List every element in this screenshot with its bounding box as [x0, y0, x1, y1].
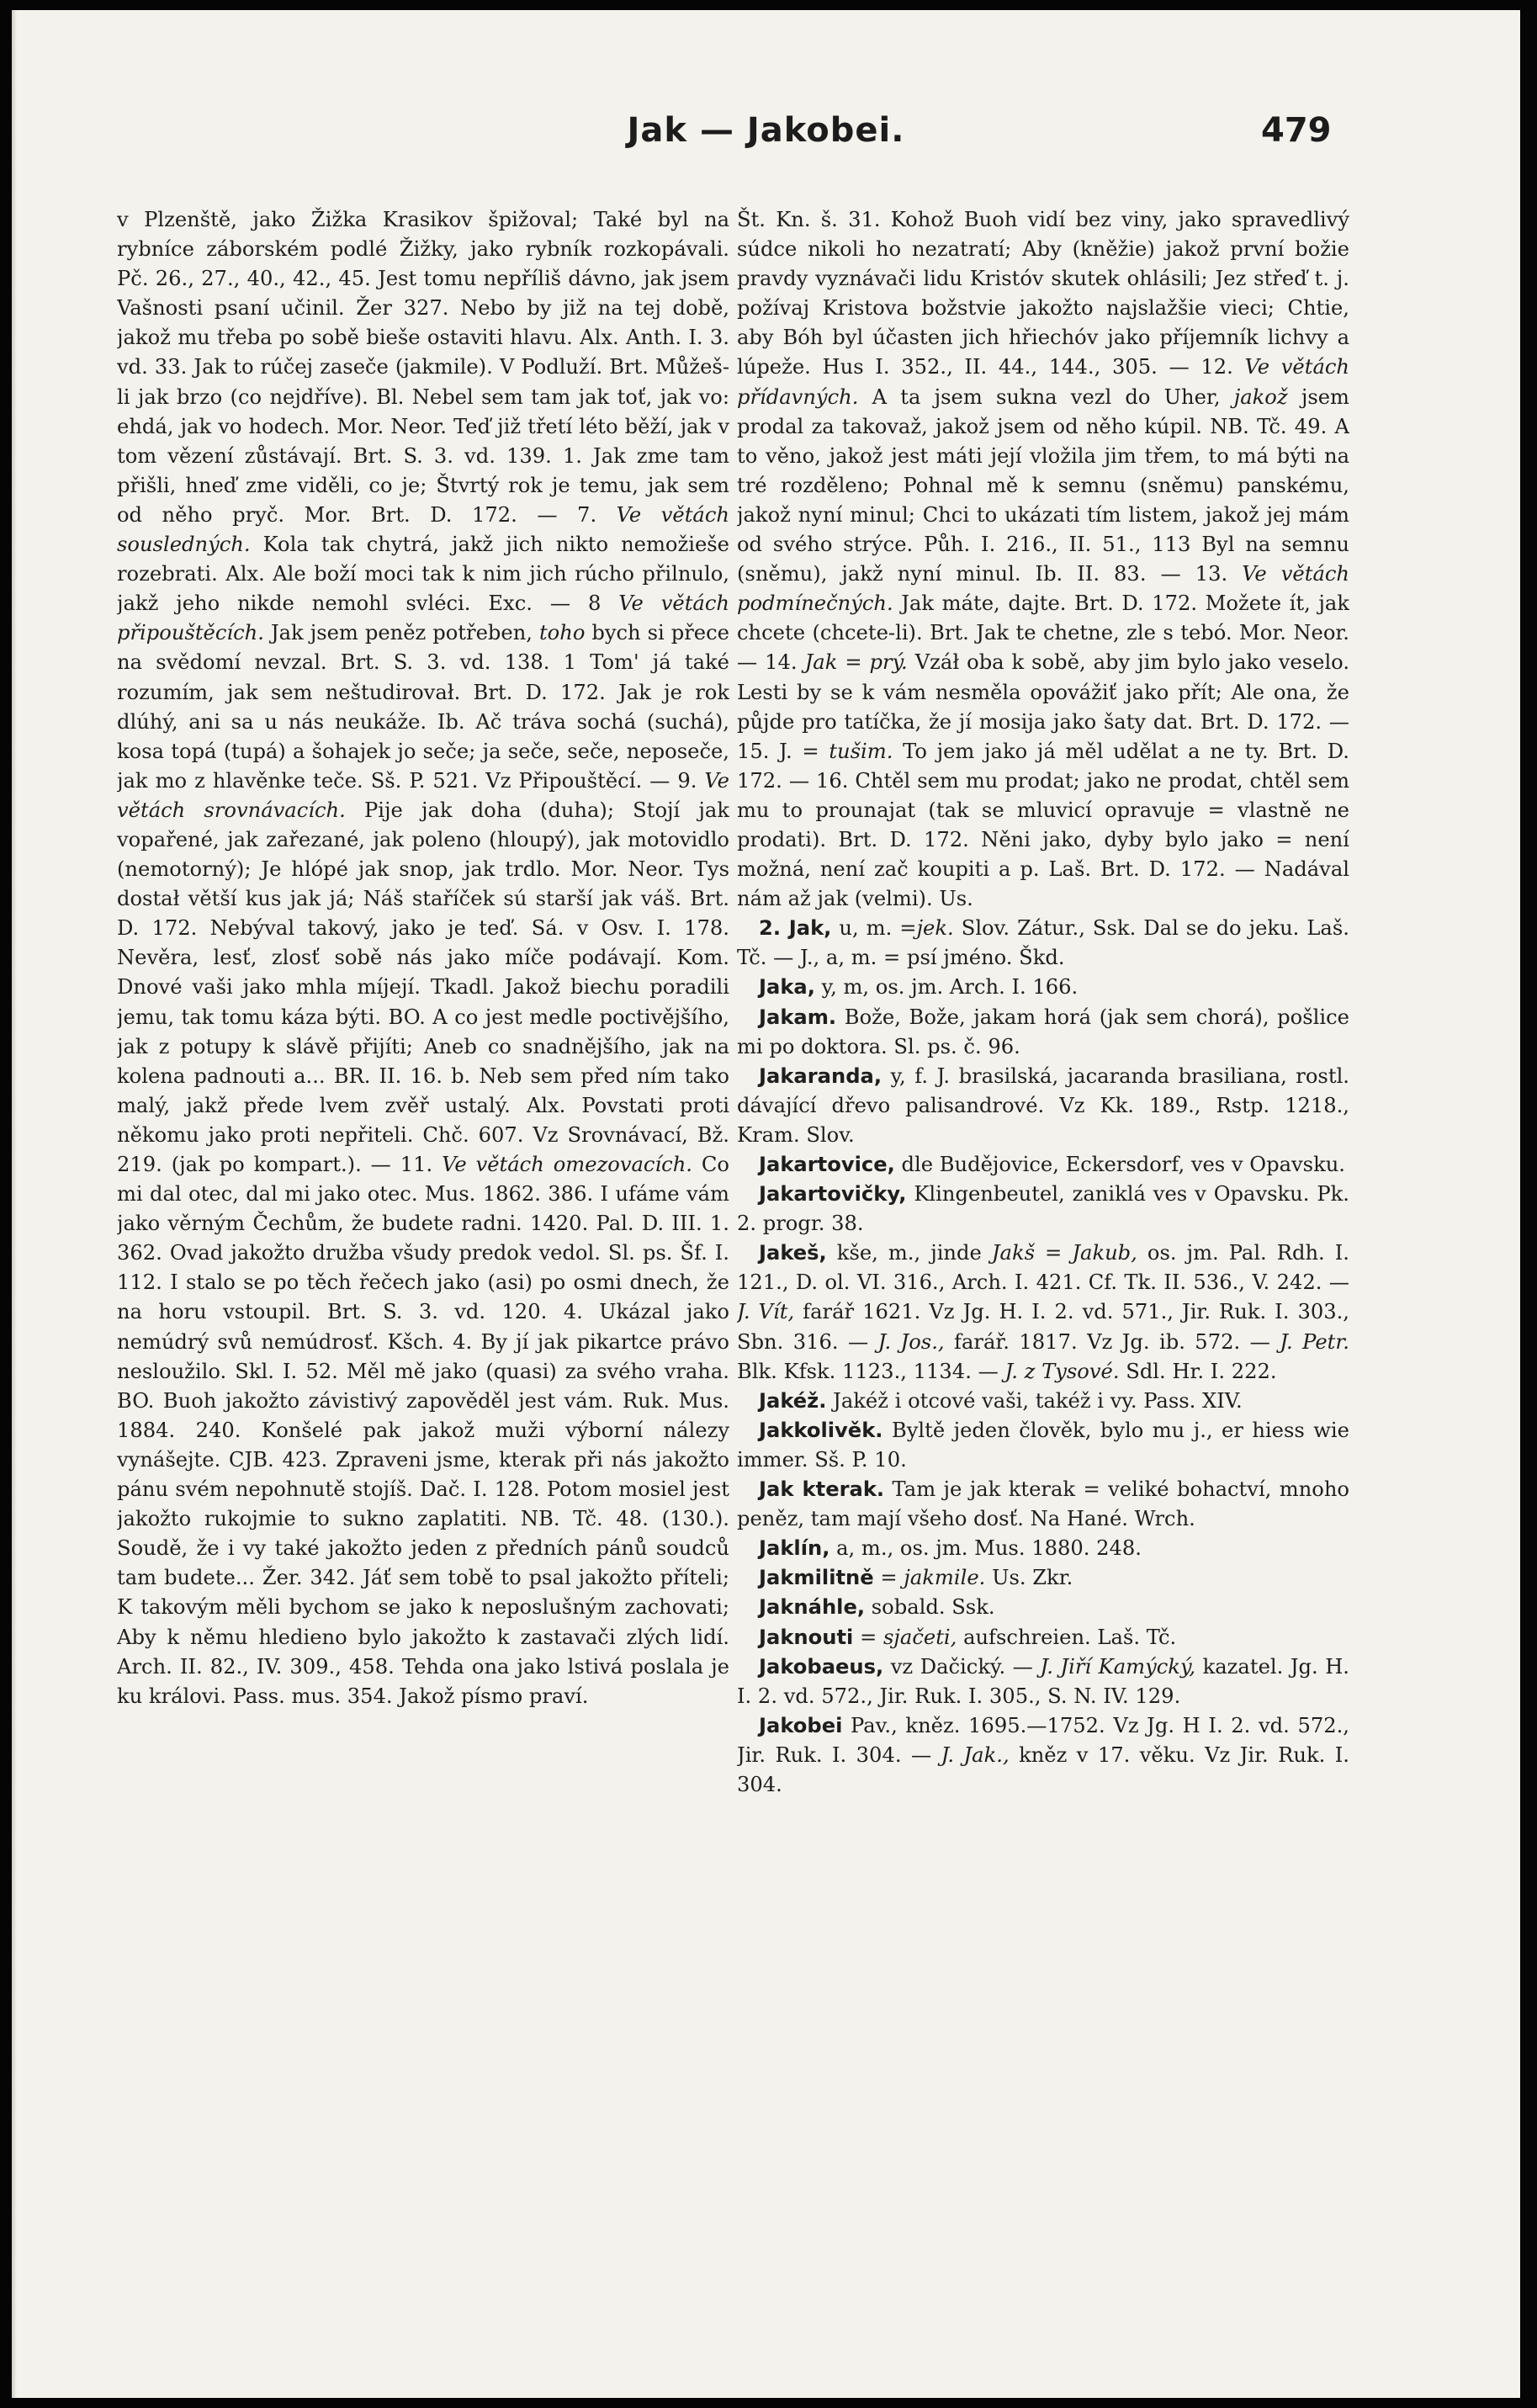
entry-jakartovice: Jakartovice, dle Budějovice, Eckersdorf, ves v Opavsku. — [759, 1153, 1345, 1176]
entry-jakobaeus: Jakobaeus, vz Dačický. — J. Jiří Kamýcký, kazatel. Jg. H. I. 2. vd. 572., Jir. Ruk. I. 305., S. N. IV. 129. — [737, 1654, 1349, 1708]
entry-jak-kterak: Jak kterak. Tam je jak kterak = veliké bohactví, mnoho peněz, tam mají všeho dosť. Na Hané. Wrch. — [737, 1477, 1349, 1531]
entry-jaklin: Jaklín, a, m., os. jm. Mus. 1880. 248. — [759, 1536, 1142, 1561]
left-column — [117, 205, 729, 2376]
entry-jak-2: 2. Jak, u, m. =jek. Slov. Zátur., Ssk. Dal se do jeku. Laš. Tč. — J., a, m. = psí jméno. Škd. — [737, 916, 1349, 970]
entry-jakkolivek: Jakkolivěk. Byltě jeden člověk, bylo mu j., er hiess wie immer. Sš. P. 10. — [737, 1418, 1349, 1472]
right-column — [737, 205, 1349, 2376]
entry-jakartovicky: Jakartovičky, Klingenbeutel, zaniklá ves v Opavsku. Pk. 2. progr. 38. — [737, 1182, 1349, 1236]
page-number: 479 — [1261, 111, 1332, 150]
entry-jakam: Jakam. Bože, Bože, jakam horá (jak sem chorá), pošlice mi po doktora. Sl. ps. č. 96. — [737, 1005, 1349, 1058]
entry-jakobei: Jakobei Pav., kněz. 1695.—1752. Vz Jg. H I. 2. vd. 572., Jir. Ruk. I. 304. — J. Jak., kněz v 17. věku. Vz Jir. Ruk. I. 304. — [737, 1713, 1349, 1796]
running-header: Jak — Jakobei. — [627, 111, 905, 150]
entry-continuation: Št. Kn. š. 31. Kohož Buoh vidí bez viny, jako spravedlivý súdce nikoli ho nezatratí; Aby (kněžie) jakož první božie pravdy vyznávači lidu Kristóv skutek ohlásili; Jez střeď t. j. požívaj Kristova božstvie jakožto najslažšie vieci; Chtie, aby Bóh byl účasten jich hřiechóv jako příjemník lichvy a lúpeže. Hus I. 352., II. 44., 144., 305. — 12. Ve větách přídavných. A ta jsem sukna vezl do Uher, jakož jsem prodal za takovaž, jakož jsem od něho kúpil. NB. Tč. 49. A to věno, jakož jest máti její vložila jim třem, to má býti na tré rozděleno; Pohnal mě k semnu (sněmu) panskému, jakož nyní minul; Chci to ukázati tím listem, jakož jej mám od svého strýce. Půh. I. 216., II. 51., 113 Byl na semnu (sněmu), jakž nyní minul. Ib. II. 83. — 13. Ve větách podmínečných. Jak máte, dajte. Brt. D. 172. Možete ít, jak chcete (chcete-li). Brt. Jak te chetne, zle s tebó. Mor. Neor. — 14. Jak = prý. Vzáł oba k sobě, aby jim bylo jako veselo. Lesti by se k vám nesměla opovážiť jako přít; Ale ona, že půjde pro tatíčka, že jí mosija jako šaty dat. Brt. D. 172. — 15. J. = tušim. To jem jako já měl udělat a ne ty. Brt. D. 172. — 16. Chtěl sem mu prodat; jako ne prodat, chtěl sem mu to prounajat (tak se mluvicí opravuje = vlastně ne prodati). Brt. D. 172. Něni jako, dyby bylo jako = není možná, není zač koupiti a p. Laš. Brt. D. 172. — Nadával nám až jak (velmi). Us. — [737, 208, 1349, 911]
entry-jakmilitne: Jakmilitně = jakmile. Us. Zkr. — [759, 1566, 1073, 1590]
entry-continuation: v Plzenště, jako Žižka Krasikov špižoval; Také byl na rybníce záborském podlé Žižky, jako rybník rozkopávali. Pč. 26., 27., 40., 42., 45. Jest tomu nepříliš dávno, jak jsem Vašnosti psaní učinil. Žer 327. Nebo by již na tej době, jakož mu třeba po sobě bieše ostaviti hlavu. Alx. Anth. I. 3. vd. 33. Jak to rúčej zaseče (jakmile). V Podluží. Brt. Můžeš-li jak brzo (co nejdříve). Bl. Nebel sem tam jak toť, jak vo: ehdá, jak vo hodech. Mor. Neor. Teď již třetí léto běží, jak v tom vězení zůstávají. Brt. S. 3. vd. 139. 1. Jak zme tam přišli, hneď zme viděli, co je; Štvrtý rok je temu, jak sem od něho pryč. Mor. Brt. D. 172. — 7. Ve větách sousledných. Kola tak chytrá, jakž jich nikto nemožieše rozebrati. Alx. Ale boží moci tak k nim jich rúcho přilnulo, jakž jeho nikde nemohl svléci. Exc. — 8 Ve větách připouštěcích. Jak jsem peněz potřeben, toho bych si přece na svědomí nevzal. Brt. S. 3. vd. 138. 1 Tom' já také rozumím, jak sem neštudirovał. Brt. D. 172. Jak je rok dlúhý, ani sa u nás neukáže. Ib. Ač tráva sochá (suchá), kosa topá (tupá) a šohajek jo seče; ja seče, seče, neposeče, jak mo z hlavěnke teče. Sš. P. 521. Vz Připouštěcí. — 9. Ve větách srovnávacích. Pije jak doha (duha); Stojí jak vopařené, jak zařezané, jak poleno (hloupý), jak motovidlo (nemotorný); Je hlópé jak snop, jak trdlo. Mor. Neor. Tys dostał větší kus jak já; Náš staříček sú starší jak váš. Brt. D. 172. Nebýval takový, jako je teď. Sá. v Osv. I. 178. Nevěra, lesť, zlosť sobě nás jako míče podávají. Kom. Dnové vaši jako mhla míjejí. Tkadl. Jakož biechu poradili jemu, tak tomu káza býti. BO. A co jest medle poctivějšího, jak z potupy k slávě přijíti; Aneb co snadnějšího, jak na kolena padnouti a... BR. II. 16. b. Neb sem před ním tako malý, jakž přede lvem zvěř ustalý. Alx. Povstati proti někomu jako proti nepřiteli. Chč. 607. Vz Srovnávací, Bž. 219. (jak po kompart.). — 11. Ve větách omezovacích. Co mi dal otec, dal mi jako otec. Mus. 1862. 386. I ufáme vám jako věrným Čechům, že budete radni. 1420. Pal. D. III. 1. 362. Ovad jakožto družba všudy predok vedol. Sl. ps. Šf. I. 112. I stalo se po těch řečech jako (asi) po osmi dnech, že na horu vstoupil. Brt. S. 3. vd. 120. 4. Ukázal jako nemúdrý svů nemúdrosť. Kšch. 4. By jí jak pikartce právo nesloužilo. Skl. I. 52. Měl mě jako (quasi) za svého vraha. BO. Buoh jakožto závistivý zapověděl jest vám. Ruk. Mus. 1884. 240. Konšelé pak jakož muži výborní nálezy vynášejte. CJB. 423. Zpraveni jsme, kterak při nás jakožto pánu svém nepohnutě stojíš. Dač. I. 128. Potom mosiel jest jakožto rukojmie to sukno zaplatiti. NB. Tč. 48. (130.). Soudě, že i vy také jakožto jeden z předních pánů soudců tam budete... Žer. 342. Jáť sem tobě to psal jakožto příteli; K takovým měli bychom se jako k neposlušným zachovati; Aby k němu hledieno bylo jakožto k zastavači zlých lidí. Arch. II. 82., IV. 309., 458. Tehda ona jako lstivá poslala je ku královi. Pass. mus. 354. Jakož písmo praví. — [117, 208, 729, 1708]
entry-jaka: Jaka, y, m, os. jm. Arch. I. 166. — [759, 975, 1079, 1000]
entry-jakaranda: Jakaranda, y, f. J. brasilská, jacaranda brasiliana, rostl. dávající dřevo palisandrové. Vz Kk. 189., Rstp. 1218., Kram. Slov. — [737, 1063, 1349, 1147]
entry-jaknahle: Jaknáhle, sobald. Ssk. — [759, 1595, 995, 1620]
scan-edge — [12, 10, 17, 2398]
entry-jakez: Jakéž. Jakéž i otcové vaši, takéž i vy. Pass. XIV. — [759, 1388, 1243, 1413]
entry-jakes: Jakeš, kše, m., jinde Jakš = Jakub, os. jm. Pal. Rdh. I. 121., D. ol. VI. 316., Arch. I. 421. Cf. Tk. II. 536., V. 242. — J. Vít, farář 1621. Vz Jg. H. I. 2. vd. 571., Jir. Ruk. I. 303., Sbn. 316. — J. Jos., farář. 1817. Vz Jg. ib. 572. — J. Petr. Blk. Kfsk. 1123., 1134. — J. z Tysové. Sdl. Hr. I. 222. — [737, 1241, 1349, 1383]
entry-jaknouti: Jaknouti = sjačeti, aufschreien. Laš. Tč. — [759, 1625, 1177, 1649]
dictionary-page — [12, 10, 1520, 2398]
